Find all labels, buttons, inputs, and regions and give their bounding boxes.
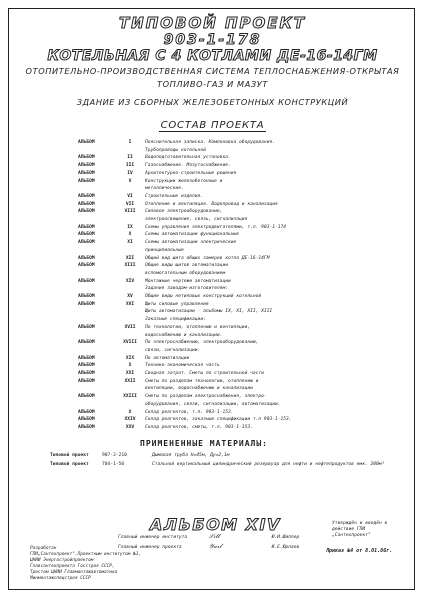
album-description: Схемы автоматизации функциональные [145, 232, 240, 238]
signature-name: Ю.И.Шиллер [271, 535, 300, 540]
album-description: Общие виды щитов автоматизации [145, 263, 228, 269]
developer-line: Разработан [30, 546, 57, 551]
album-tag: АЛЬБОМ [78, 240, 95, 246]
album-tag: АЛЬБОМ [78, 355, 95, 361]
developer-line: ГПИ„Сантехпроект",Проектным институтом №1, [30, 552, 142, 557]
section-title-text: СОСТАВ ПРОЕКТА [160, 120, 265, 131]
developer-line: Минмонтажспецстроя СССР [30, 576, 91, 581]
building-line: ЗДАНИЕ ИЗ СБОРНЫХ ЖЕЛЕЗОБЕТОННЫХ КОНСТРУКЦИЙ [76, 97, 349, 107]
album-description: Схемы автоматизации электрические [145, 240, 237, 246]
material-code: 907-2-210 [102, 453, 127, 458]
album-description: Архитектурно-строительные решения [145, 170, 237, 176]
album-tag: АЛЬБОМ [78, 417, 95, 423]
material-row [0, 461, 425, 469]
album-description: Трубопроводы котельной [145, 147, 206, 153]
approval-note: Утверждён и введён в действие ГПИ „Сантехпроект" [332, 521, 388, 538]
album-description: По электроснабжению, электрооборудованию, [145, 340, 259, 346]
album-number: XIV [125, 278, 135, 284]
album-tag: АЛЬБОМ [78, 394, 95, 400]
signature-row-project [118, 542, 299, 553]
album-number: I [128, 140, 132, 145]
album-number: X [128, 363, 132, 369]
album-description: По автоматизации [145, 355, 190, 361]
album-description: Щиты автоматизации - альбомы IX, XI, XII, XIII [145, 309, 273, 315]
album-tag: АЛЬБОМ [78, 340, 95, 346]
album-number: IX [127, 224, 133, 230]
album-tag: АЛЬБОМ [78, 155, 95, 161]
album-number: X [128, 409, 132, 415]
album-tag: АЛЬБОМ [78, 255, 95, 261]
album-description: вспомогательным оборудованием [145, 270, 226, 276]
album-tag: АЛЬБОМ [78, 140, 95, 145]
album-tag: АЛЬБОМ [78, 424, 95, 430]
signature-name: И.Е.Юрлаев [271, 545, 300, 550]
album-tag: АЛЬБОМ [78, 170, 95, 176]
album-number: II [127, 155, 133, 161]
album-number: V [128, 178, 132, 184]
album-number: XVIII [123, 340, 137, 346]
album-description: Щиты силовые управления [145, 301, 209, 307]
album-description: По технологии, отоплению и вентиляции, [145, 324, 251, 330]
album-number: XII [125, 255, 135, 261]
signature-mark: 𝒮𝒾𝓁𝓁 [208, 533, 220, 540]
album-description: связи, сигнализации. [145, 347, 201, 353]
album-tag: АЛЬБОМ [78, 263, 95, 269]
album-description: Общие виды нетиповых конструкций котельной [145, 294, 262, 299]
album-description: Отопление и вентиляция. Водопровод и канализация [145, 201, 278, 207]
album-number: XV [127, 294, 133, 299]
album-number: XXI [125, 371, 135, 376]
album-number: XXV [125, 424, 135, 430]
album-tag: АЛЬБОМ [78, 278, 95, 284]
album-description: вентиляции, водоснабжению и канализации [145, 386, 253, 392]
developer-block [30, 546, 141, 582]
project-number: 903-1-178 [163, 32, 262, 48]
album-description: Технико-экономическая часть [145, 363, 220, 369]
album-tag: АЛЬБОМ [78, 193, 95, 199]
album-description: Общий вид щита общих замеров котла ДЕ-16-14ГМ [145, 255, 270, 261]
material-row [0, 452, 425, 460]
signature-role: Главный инженер проекта [118, 545, 182, 550]
album-description: принципиальные [145, 247, 184, 253]
album-description: Склад реагентов, сметы, т.п. 903-1-153. [145, 424, 253, 430]
album-tag: АЛЬБОМ [78, 294, 95, 299]
album-description: Монтажные чертежи автоматизации [145, 278, 231, 284]
album-description: Склад реагентов, заказные спецификации т.п 903-1-153. [145, 417, 292, 423]
album-number: XVII [124, 324, 136, 330]
album-tag: АЛЬБОМ [78, 201, 95, 207]
album-description: Задания заводам-изготовителям: [145, 286, 228, 292]
album-tag: АЛЬБОМ [78, 363, 95, 369]
album-number: VII [125, 201, 135, 207]
album-number: XIX [125, 355, 135, 361]
album-tag: АЛЬБОМ [78, 163, 95, 169]
album-description: Заказные спецификации: [145, 317, 206, 323]
material-code: 704-1-50 [102, 462, 125, 467]
album-tag: АЛЬБОМ [78, 301, 95, 307]
album-description: Сметы по разделам технологии, отоплению и [145, 378, 259, 384]
album-description: Строительные изделия. [145, 193, 204, 199]
materials-title: ПРИМЕНЕННЫЕ МАТЕРИАЛЫ: [140, 439, 268, 448]
album-number: XVI [125, 301, 135, 307]
signature-mark: 𝒴𝓊𝓇𝓁 [208, 543, 222, 550]
album-description: Сводная затрат. Сметы по строительной части [145, 371, 264, 376]
album-tag: АЛЬБОМ [78, 409, 95, 415]
album-number: IV [127, 170, 133, 176]
album-tag: АЛЬБОМ [78, 371, 95, 376]
album-number: VIII [124, 209, 136, 215]
developer-line: ЦНИИ Энергостройпроектом [30, 558, 94, 563]
material-desc: Стальной вертикальный цилиндрический резервуар для нефти и нефтепродуктов емк. 200м³ [152, 462, 385, 467]
album-number: VI [127, 193, 133, 199]
album-description: оборудования, связи, сигнализации, автоматизации. [145, 401, 281, 407]
album-number: XI [127, 240, 133, 246]
album-tag: АЛЬБОМ [78, 324, 95, 330]
album-description: Силовое электрооборудование, [145, 209, 223, 215]
fuel-line: ТОПЛИВО-ГАЗ И МАЗУТ [157, 79, 268, 89]
material-desc: Дымовая труба Н=45м, Ду=2,1м [152, 453, 230, 458]
developer-line: Главсантехпроекта Госстроя СССР, [30, 564, 115, 569]
album-description: Конструкции железобетонные и [145, 178, 223, 184]
heating-system-line: ОТОПИТЕЛЬНО-ПРОИЗВОДСТВЕННАЯ СИСТЕМА ТЕПЛОСНАБЖЕНИЯ-ОТКРЫТАЯ [25, 66, 400, 76]
album-number: XXIV [124, 417, 136, 423]
album-description: Водоподготовительная установка. [145, 155, 231, 161]
album-tag: АЛЬБОМ [78, 209, 95, 215]
album-tag: АЛЬБОМ [78, 224, 95, 230]
album-description: Склад реагентов, т.п. 903-1-153. [145, 409, 234, 415]
album-label: АЛЬБОМ XIV [150, 515, 281, 534]
album-number: XIII [124, 263, 136, 269]
album-tag: АЛЬБОМ [78, 378, 95, 384]
album-number: XXII [124, 378, 136, 384]
doc-type-title: ТИПОВОЙ ПРОЕКТ [118, 14, 307, 32]
album-description: Сметы по разделам электроснабжения, электро- [145, 394, 267, 400]
album-number: X [128, 232, 132, 238]
album-description: металлические. [145, 186, 184, 192]
album-description: электроосвещение, связь, сигнализация [145, 217, 248, 222]
developer-line: Трестом ЦНИИ Главмонтажавтоматика [30, 570, 118, 575]
album-description: Газоснабжение. Мазутоснабжение. [145, 163, 231, 169]
material-kind: Типовой проект [50, 462, 89, 467]
album-description: Схемы управления электродвигателями, т.п. 903-1-174 [145, 224, 287, 230]
album-number: XXIII [123, 394, 137, 400]
order-number: Приказ №4 от 8.01.86г. [326, 548, 393, 554]
album-description: Пояснительная записка. Компоновка оборудования. [145, 140, 275, 145]
album-tag: АЛЬБОМ [78, 232, 95, 238]
album-number: III [125, 163, 135, 169]
album-tag: АЛЬБОМ [78, 178, 95, 184]
section-title [20, 120, 405, 131]
material-kind: Типовой проект [50, 453, 89, 458]
album-description: водоснабжению и канализации. [145, 332, 223, 338]
signature-role: Главный инженер института [118, 535, 188, 540]
project-name: КОТЕЛЬНАЯ С 4 КОТЛАМИ ДЕ-16-14ГМ [47, 48, 378, 64]
